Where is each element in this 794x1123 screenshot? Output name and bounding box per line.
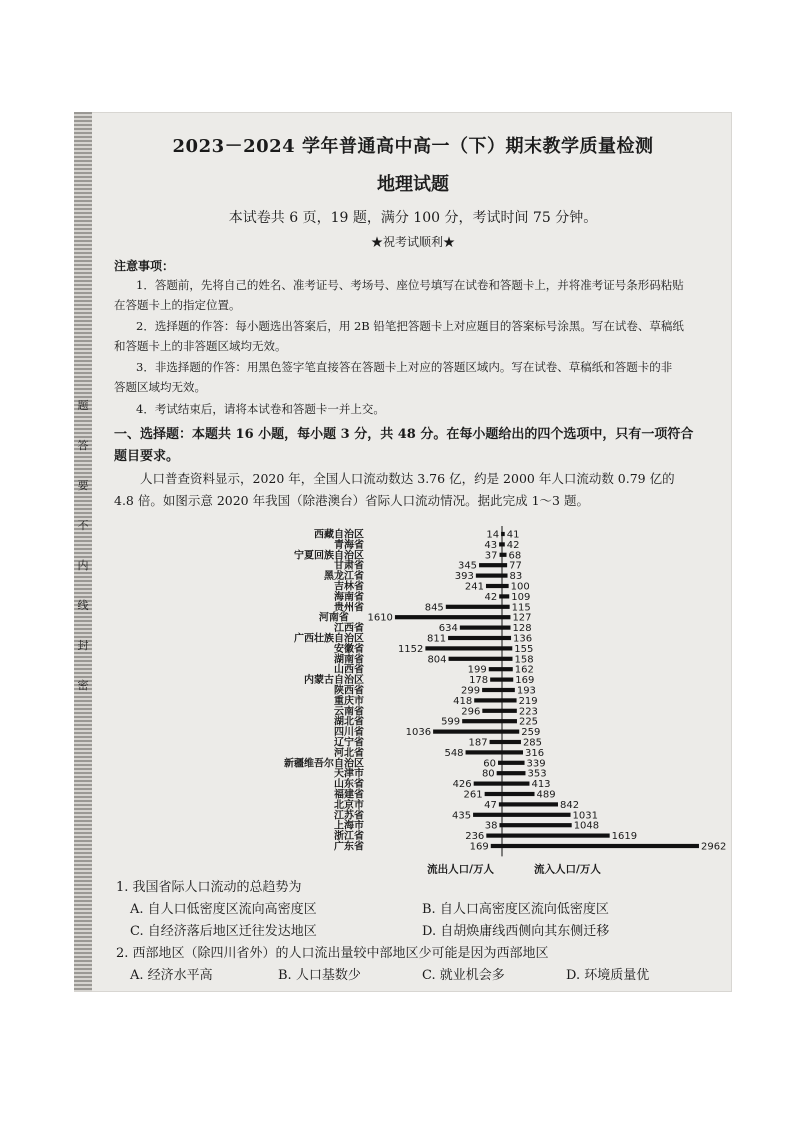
outflow-bar xyxy=(500,553,502,557)
outflow-bar xyxy=(448,636,502,640)
outflow-value-label: 42 xyxy=(484,591,498,603)
outflow-bar xyxy=(486,584,502,588)
inflow-bar xyxy=(502,719,517,723)
inflow-value-label: 83 xyxy=(509,571,523,583)
page-subtitle: 地理试题 xyxy=(377,174,449,195)
province-label: 广东省 xyxy=(334,841,364,853)
outflow-value-label: 1036 xyxy=(405,727,432,739)
province-label: 海南省 xyxy=(334,591,364,603)
province-label: 青海省 xyxy=(334,539,364,551)
province-label: 内蒙古自治区 xyxy=(304,675,364,687)
outflow-bar xyxy=(474,698,502,702)
inflow-bar xyxy=(502,626,511,630)
outflow-value-label: 178 xyxy=(469,675,489,687)
outflow-bar xyxy=(466,750,502,754)
outflow-value-label: 236 xyxy=(465,831,485,843)
outflow-value-label: 80 xyxy=(481,768,495,780)
inflow-value-label: 219 xyxy=(518,695,538,707)
outflow-bar xyxy=(490,740,502,744)
outflow-bar xyxy=(462,719,502,723)
province-label: 辽宁省 xyxy=(334,737,364,749)
binding-char: 要 xyxy=(77,479,89,492)
q2-option-b[interactable]: B. 人口基数少 xyxy=(278,968,361,983)
inflow-bar xyxy=(502,657,513,661)
inflow-bar xyxy=(502,605,510,609)
outflow-value-label: 804 xyxy=(427,654,447,666)
outflow-value-label: 47 xyxy=(484,799,497,811)
outflow-bar xyxy=(486,834,502,838)
notice-line: 2．选择题的作答：每小题选出答案后，用 2B 铅笔把答题卡上对应题目的答案标号涂黑。写在试卷、草稿纸 xyxy=(136,319,684,333)
q2-option-d[interactable]: D. 环境质量优 xyxy=(566,968,650,983)
paper-info: 本试卷共 6 页，19 题，满分 100 分，考试时间 75 分钟。 xyxy=(228,210,598,226)
inflow-bar xyxy=(502,584,509,588)
province-label: 山东省 xyxy=(334,779,364,791)
outflow-bar xyxy=(499,542,502,546)
outflow-value-label: 187 xyxy=(468,737,488,749)
inflow-bar xyxy=(502,563,507,567)
inflow-bar xyxy=(502,730,519,734)
outflow-value-label: 393 xyxy=(454,571,474,583)
exam-sheet xyxy=(74,112,732,992)
outflow-bar xyxy=(482,688,502,692)
section-line: 一、选择题：本题共 16 小题，每小题 3 分，共 48 分。在每小题给出的四个选项中，只有一项符合 xyxy=(114,427,694,442)
outflow-bar xyxy=(473,813,502,817)
inflow-value-label: 128 xyxy=(512,623,532,635)
outflow-bar xyxy=(395,615,502,619)
inflow-value-label: 136 xyxy=(513,633,533,645)
q1-option-d[interactable]: D. 自胡焕庸线西侧向其东侧迁移 xyxy=(422,924,610,939)
inflow-value-label: 489 xyxy=(536,789,556,801)
binding-char: 题 xyxy=(77,399,89,412)
q1-option-c[interactable]: C. 自经济落后地区迁往发达地区 xyxy=(130,924,317,939)
outflow-value-label: 60 xyxy=(483,758,497,770)
inflow-value-label: 100 xyxy=(510,581,530,593)
outflow-value-label: 548 xyxy=(444,747,464,759)
inflow-bar xyxy=(502,813,571,817)
province-label: 北京市 xyxy=(334,799,364,811)
inflow-bar xyxy=(502,688,515,692)
province-label: 河北省 xyxy=(334,747,364,759)
inflow-value-label: 155 xyxy=(514,643,534,655)
notice-item-2 xyxy=(114,316,724,356)
inflow-value-label: 169 xyxy=(515,675,535,687)
notice-item-4 xyxy=(114,399,724,419)
inflow-value-label: 339 xyxy=(526,758,546,770)
province-label: 黑龙江省 xyxy=(324,571,364,583)
outflow-bar xyxy=(460,626,502,630)
outflow-bar xyxy=(446,605,502,609)
outflow-bar xyxy=(479,563,502,567)
inflow-value-label: 193 xyxy=(516,685,536,697)
inflow-value-label: 225 xyxy=(518,716,539,728)
outflow-bar xyxy=(499,594,502,598)
q1-option-a[interactable]: A. 自人口低密度区流向高密度区 xyxy=(130,902,317,917)
page-title: 2023－2024 学年普通高中高一（下）期末教学质量检测 xyxy=(172,136,654,157)
notice-line: 和答题卡上的非答题区域均无效。 xyxy=(114,339,287,353)
inflow-value-label: 41 xyxy=(506,529,520,541)
notice-item-3 xyxy=(114,357,724,397)
section-line: 题目要求。 xyxy=(114,449,180,464)
outflow-bar xyxy=(489,667,502,671)
notice-line: 1．答题前，先将自己的姓名、准考证号、考场号、座位号填写在试卷和答题卡上，并将准考证号条形码粘贴 xyxy=(136,278,684,292)
province-label: 重庆市 xyxy=(334,695,364,707)
province-label: 云南省 xyxy=(334,706,364,718)
notice-line: 4．考试结束后，请将本试卷和答题卡一并上交。 xyxy=(136,402,385,416)
outflow-value-label: 38 xyxy=(484,820,498,832)
outflow-value-label: 43 xyxy=(484,539,498,551)
q1-option-b[interactable]: B. 自人口高密度区流向低密度区 xyxy=(422,902,609,917)
province-label: 甘肃省 xyxy=(334,560,364,572)
x-axis-label-outflow: 流出人口/万人 xyxy=(427,863,494,876)
inflow-value-label: 353 xyxy=(527,768,547,780)
notice-item-1 xyxy=(114,275,724,315)
outflow-bar xyxy=(476,574,502,578)
province-label: 天津市 xyxy=(334,768,364,780)
inflow-value-label: 42 xyxy=(506,539,520,551)
inflow-bar xyxy=(502,667,513,671)
intro-line: 人口普查资料显示，2020 年，全国人口流动数达 3.76 亿，约是 2000 年人口流动数 0.79 亿的 xyxy=(140,471,675,486)
inflow-bar xyxy=(502,823,572,827)
inflow-bar xyxy=(502,771,525,775)
outflow-value-label: 845 xyxy=(424,602,444,614)
inflow-bar xyxy=(502,792,535,796)
province-label: 陕西省 xyxy=(334,685,364,697)
notice-heading: 注意事项： xyxy=(114,259,175,273)
binding-margin xyxy=(74,112,92,992)
outflow-value-label: 811 xyxy=(426,633,447,645)
outflow-value-label: 199 xyxy=(467,664,487,676)
outflow-value-label: 1610 xyxy=(367,612,393,624)
outflow-bar xyxy=(490,678,502,682)
inflow-value-label: 842 xyxy=(559,799,580,811)
inflow-value-label: 77 xyxy=(509,560,522,572)
province-label: 吉林省 xyxy=(334,581,364,593)
inflow-value-label: 223 xyxy=(518,706,538,718)
outflow-bar xyxy=(499,823,502,827)
inflow-value-label: 285 xyxy=(522,737,543,749)
province-label: 河南省 xyxy=(318,612,349,624)
inflow-bar xyxy=(502,615,510,619)
outflow-bar xyxy=(425,646,502,650)
intro-paragraph xyxy=(114,468,726,512)
province-label: 江苏省 xyxy=(334,810,364,822)
province-label: 山西省 xyxy=(334,664,364,676)
inflow-value-label: 127 xyxy=(512,612,532,624)
inflow-bar xyxy=(502,542,505,546)
outflow-bar xyxy=(491,844,502,848)
province-label: 湖南省 xyxy=(334,654,364,666)
notice-line: 在答题卡上的指定位置。 xyxy=(114,298,241,312)
inflow-bar xyxy=(502,636,511,640)
inflow-value-label: 1048 xyxy=(573,820,600,832)
inflow-value-label: 1031 xyxy=(572,810,599,822)
inflow-bar xyxy=(502,844,699,848)
outflow-bar xyxy=(433,730,502,734)
x-axis-label-inflow: 流入人口/万人 xyxy=(534,863,601,876)
inflow-bar xyxy=(502,574,508,578)
inflow-bar xyxy=(502,553,507,557)
question-1-stem: 1. 我国省际人口流动的总趋势为 xyxy=(116,880,302,895)
outflow-bar xyxy=(485,792,502,796)
province-label: 浙江省 xyxy=(334,831,364,843)
outflow-value-label: 599 xyxy=(441,716,461,728)
migration-chart xyxy=(204,522,727,876)
binding-char: 封 xyxy=(77,639,89,652)
province-label: 四川省 xyxy=(334,727,364,739)
inflow-bar xyxy=(502,594,509,598)
province-label: 上海市 xyxy=(334,820,364,832)
province-label: 宁夏回族自治区 xyxy=(294,550,364,562)
inflow-bar xyxy=(502,698,517,702)
outflow-bar xyxy=(482,709,502,713)
inflow-value-label: 316 xyxy=(525,747,545,759)
inflow-value-label: 115 xyxy=(511,602,531,614)
outflow-value-label: 14 xyxy=(486,529,500,541)
inflow-value-label: 2962 xyxy=(700,841,727,853)
inflow-bar xyxy=(502,782,529,786)
inflow-bar xyxy=(502,709,517,713)
province-label: 福建省 xyxy=(334,789,364,801)
notice-line: 3．非选择题的作答：用黑色签字笔直接答在答题卡上对应的答题区域内。写在试卷、草稿纸和答题卡的非 xyxy=(136,360,673,374)
province-label: 广西壮族自治区 xyxy=(294,633,364,645)
outflow-value-label: 1152 xyxy=(397,643,424,655)
q2-option-c[interactable]: C. 就业机会多 xyxy=(422,968,505,983)
intro-line: 4.8 倍。如图示意 2020 年我国（除港澳台）省际人口流动情况。据此完成 1～3 题。 xyxy=(114,493,589,508)
inflow-bar xyxy=(502,678,513,682)
outflow-value-label: 169 xyxy=(469,841,489,853)
binding-char: 密 xyxy=(77,679,89,692)
binding-char: 答 xyxy=(77,439,89,452)
province-label: 江西省 xyxy=(334,623,364,635)
inflow-bar xyxy=(502,761,525,765)
inflow-bar xyxy=(502,532,505,536)
province-label: 贵州省 xyxy=(334,602,364,614)
outflow-value-label: 37 xyxy=(484,550,498,562)
outflow-value-label: 241 xyxy=(464,581,484,593)
inflow-value-label: 1619 xyxy=(611,831,638,843)
inflow-value-label: 162 xyxy=(514,664,534,676)
outflow-value-label: 296 xyxy=(461,706,481,718)
binding-char: 线 xyxy=(77,599,89,612)
province-label: 安徽省 xyxy=(334,643,364,655)
inflow-value-label: 413 xyxy=(531,779,551,791)
outflow-bar xyxy=(498,761,502,765)
inflow-bar xyxy=(502,802,558,806)
binding-char: 不 xyxy=(77,519,89,532)
outflow-value-label: 634 xyxy=(438,623,458,635)
outflow-bar xyxy=(474,782,502,786)
province-label: 新疆维吾尔自治区 xyxy=(284,758,364,770)
section-heading xyxy=(114,424,726,468)
outflow-value-label: 418 xyxy=(453,695,473,707)
outflow-value-label: 345 xyxy=(457,560,478,572)
outflow-value-label: 426 xyxy=(452,779,472,791)
inflow-value-label: 68 xyxy=(508,550,522,562)
inflow-value-label: 158 xyxy=(514,654,534,666)
outflow-bar xyxy=(497,771,502,775)
binding-char: 内 xyxy=(77,559,89,572)
inflow-value-label: 109 xyxy=(511,591,531,603)
outflow-bar xyxy=(449,657,502,661)
province-label: 西藏自治区 xyxy=(314,529,364,541)
wish-text: ★祝考试顺利★ xyxy=(370,235,455,249)
inflow-bar xyxy=(502,740,521,744)
outflow-value-label: 299 xyxy=(461,685,481,697)
province-label: 湖北省 xyxy=(334,716,364,728)
outflow-value-label: 435 xyxy=(451,810,472,822)
outflow-bar xyxy=(499,802,502,806)
outflow-bar xyxy=(501,532,502,536)
inflow-bar xyxy=(502,646,512,650)
inflow-bar xyxy=(502,834,610,838)
inflow-value-label: 259 xyxy=(521,727,541,739)
question-2-stem: 2. 西部地区（除四川省外）的人口流出量较中部地区少可能是因为西部地区 xyxy=(116,946,549,961)
outflow-value-label: 261 xyxy=(463,789,483,801)
notice-line: 答题区域均无效。 xyxy=(114,380,206,394)
q2-option-a[interactable]: A. 经济水平高 xyxy=(130,968,213,983)
inflow-bar xyxy=(502,750,523,754)
